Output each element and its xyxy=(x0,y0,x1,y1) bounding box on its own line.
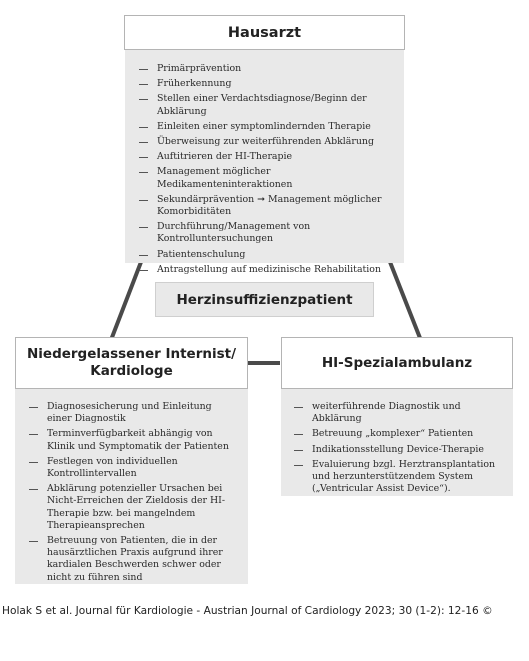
hausarzt-task-item: Stellen einer Verdachtsdiagnose/Beginn der Abklärung xyxy=(139,93,393,117)
center-patient-label: Herzinsuffizienzpatient xyxy=(155,282,374,317)
connector-hausarzt-ambulanz xyxy=(390,262,420,338)
internist-task-item: Terminverfügbarkeit abhängig von Klinik und Symptomatik der Patienten xyxy=(29,428,236,452)
hausarzt-task-item: Primärprävention xyxy=(139,63,393,75)
hausarzt-task-item: Überweisung zur weiterführenden Abklärung xyxy=(139,136,393,148)
hausarzt-task-list xyxy=(139,63,393,279)
internist-task-item: Diagnosesicherung und Einleitung einer Diagnostik xyxy=(29,401,236,425)
hausarzt-title: Hausarzt xyxy=(124,15,405,50)
hausarzt-task-item: Sekundärprävention ➞ Management möglicher Komorbiditäten xyxy=(139,194,393,218)
internist-task-item: Betreuung von Patienten, die in der hausärztlichen Praxis aufgrund ihrer kardialen Beschwerden schwer oder nicht zu führen sind xyxy=(29,535,236,584)
ambulanz-title: HI-Spezialambulanz xyxy=(281,337,513,389)
internist-task-item: Festlegen von individuellen Kontrollintervallen xyxy=(29,456,236,480)
internist-title: Niedergelassener Internist/ Kardiologe xyxy=(15,337,248,389)
connector-hausarzt-internist xyxy=(111,262,141,340)
ambulanz-task-item: weiterführende Diagnostik und Abklärung xyxy=(294,401,502,425)
internist-task-list xyxy=(29,401,236,587)
hausarzt-task-item: Management möglicher Medikamenteninteraktionen xyxy=(139,166,393,190)
ambulanz-task-item: Indikationsstellung Device-Therapie xyxy=(294,444,502,456)
ambulanz-task-item: Evaluierung bzgl. Herztransplantation und herzunterstützendem System („Ventricular Assist Device“). xyxy=(294,459,502,496)
internist-task-item: Abklärung potenzieller Ursachen bei Nicht-Erreichen der Zieldosis der HI-Therapie bzw. bei mangelndem Therapieansprechen xyxy=(29,483,236,532)
hausarzt-task-item: Früherkennung xyxy=(139,78,393,90)
ambulanz-task-item: Betreuung „komplexer“ Patienten xyxy=(294,428,502,440)
hausarzt-task-item: Einleiten einer symptomlindernden Therapie xyxy=(139,121,393,133)
hausarzt-task-item: Patientenschulung xyxy=(139,249,393,261)
ambulanz-task-list xyxy=(294,401,502,498)
hausarzt-task-item: Auftitrieren der HI-Therapie xyxy=(139,151,393,163)
citation-caption: Holak S et al. Journal für Kardiologie - Austrian Journal of Cardiology 2023; 30 (1-2): 12-16 © xyxy=(2,605,493,617)
hausarzt-task-item: Durchführung/Management von Kontrolluntersuchungen xyxy=(139,221,393,245)
hausarzt-task-item: Antragstellung auf medizinische Rehabilitation xyxy=(139,264,393,276)
